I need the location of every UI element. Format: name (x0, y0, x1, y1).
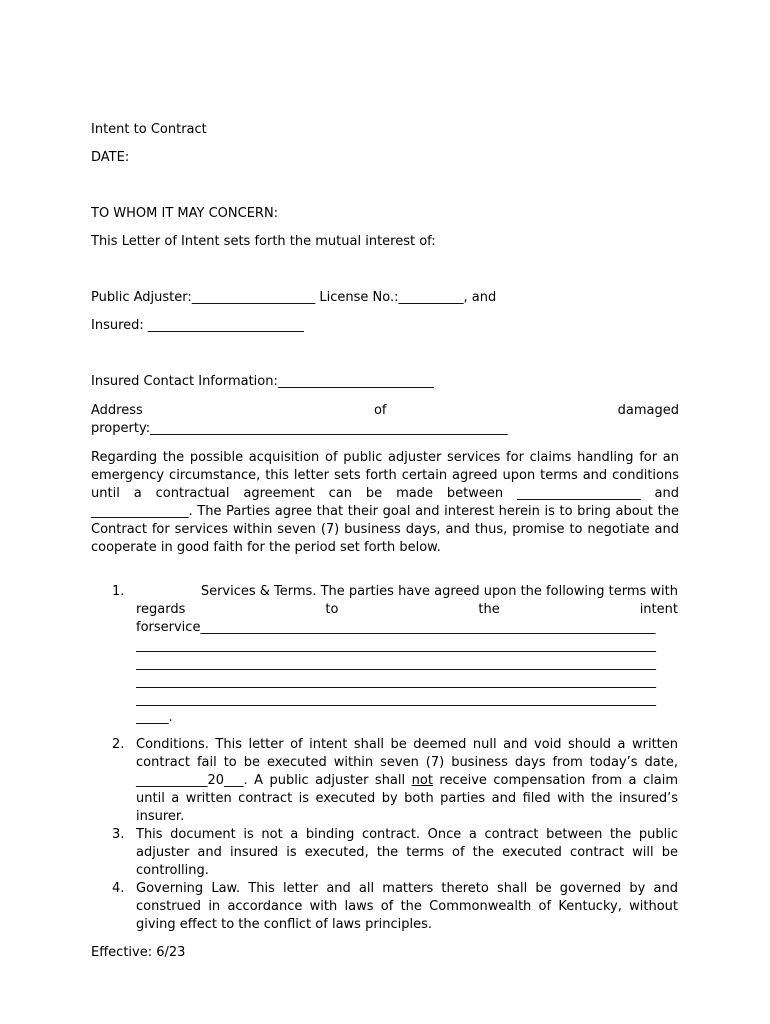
blank-line: ________________________________________________________________________________ (136, 692, 656, 707)
footer-effective-date: Effective: 6/23 (91, 945, 186, 960)
term-2-underlined: not (411, 773, 433, 788)
term-2-text-end: receive compensation from a claim until a written contract is executed by both parties and filed with the insured’s insurer. (136, 773, 678, 824)
insured-contact-line: Insured Contact Information:________________________ (91, 374, 434, 389)
blank-line: ________________________________________________________________________________ (136, 674, 656, 689)
damaged-property-address (91, 402, 679, 438)
term-item-4 (112, 880, 678, 934)
intro-text: This Letter of Intent sets forth the mutual interest of: (91, 234, 436, 249)
term-number: 2. (112, 737, 125, 752)
term-item-2 (112, 736, 678, 826)
term-item-3 (112, 826, 678, 880)
blank-line-end: _____. (136, 710, 173, 725)
address-word: Address (91, 403, 143, 418)
main-paragraph: Regarding the possible acquisition of public adjuster services for claims handling for an emergency circumstance, this letter sets forth certain agreed upon terms and conditions until a contractual agreement can be made between ___________________ and _______________. The Parties agree that their goal and interest herein is to bring about the Contract for services within seven (7) business days, and thus, promise to negotiate and cooperate in good faith for the period set forth below. (91, 450, 679, 555)
insured-line: Insured: ________________________ (91, 318, 304, 333)
document-title: Intent to Contract (91, 122, 207, 137)
salutation: TO WHOM IT MAY CONCERN: (91, 206, 279, 221)
term-number: 4. (112, 881, 125, 896)
property-line: property:_______________________________________________________ (91, 421, 508, 436)
term-3-text: This document is not a binding contract. Once a contract between the public adjuster and insured is executed, the terms of the executed contract will be controlling. (136, 827, 678, 878)
terms-list (112, 583, 678, 934)
term-1-second-line: regards to the intent (136, 602, 678, 617)
address-word: damaged (617, 403, 679, 418)
term-number: 3. (112, 827, 125, 842)
term-number: 1. (112, 584, 125, 599)
term-1-first-line: Services & Terms. The parties have agreed upon the following terms with (200, 584, 678, 599)
public-adjuster-line: Public Adjuster:___________________ License No.:__________, and (91, 290, 497, 305)
date-label: DATE: (91, 150, 130, 165)
term-item-1 (112, 583, 678, 727)
blank-line: ________________________________________________________________________________ (136, 656, 656, 671)
forservice-line: forservice______________________________________________________________________ (136, 620, 656, 635)
term-2-text-start: Conditions. This letter of intent shall be deemed null and void should a written contract fail to be executed within seven (7) business days from today’s date, ___________20___. A public adjuster shall (136, 737, 678, 788)
blank-line: ________________________________________________________________________________ (136, 638, 656, 653)
address-word: of (373, 403, 387, 418)
term-4-text: Governing Law. This letter and all matters thereto shall be governed by and construed in accordance with laws of the Commonwealth of Kentucky, without giving effect to the conflict of laws principles. (136, 881, 678, 932)
